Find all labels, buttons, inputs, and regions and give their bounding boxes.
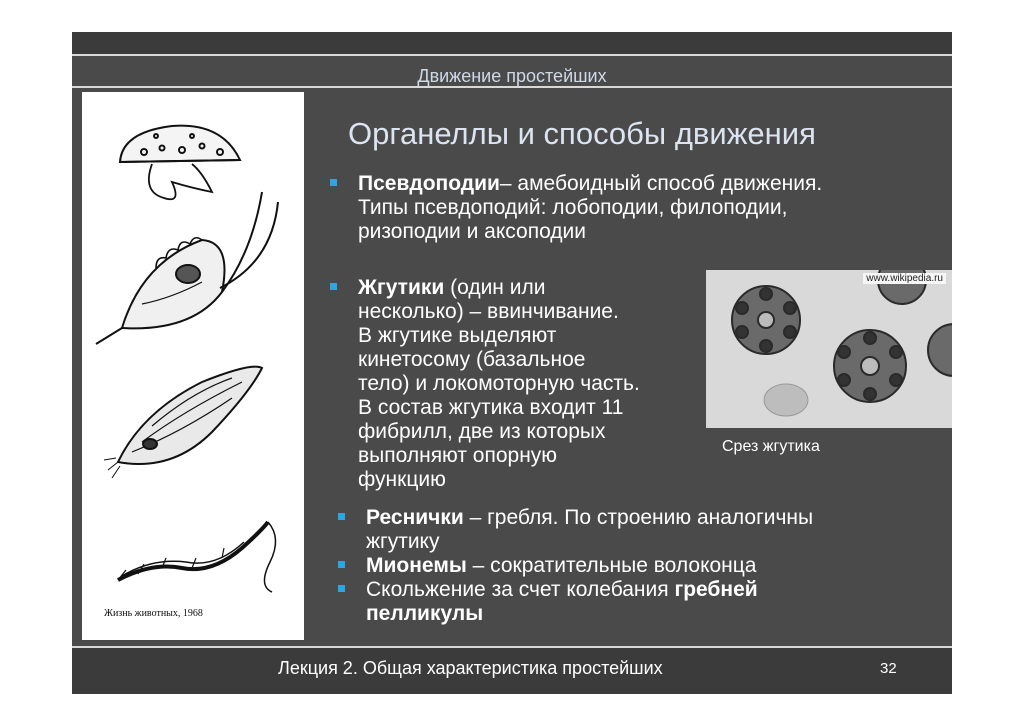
- bullet-myonemes: Мионемы – сократительные волоконца: [338, 554, 918, 578]
- bullet-term: Реснички: [366, 506, 464, 529]
- ciliate-drawing: [104, 367, 262, 478]
- trypanosome-drawing: [118, 522, 276, 592]
- bullet-term: Жгутики: [358, 276, 445, 299]
- flagellum-cross-section-photo: [706, 270, 952, 428]
- bullet-marker: [338, 561, 345, 568]
- flagellate-drawing: [96, 192, 278, 344]
- axoneme-center: [834, 330, 906, 402]
- bullet-marker: [338, 585, 345, 592]
- main-title: Органеллы и способы движения: [348, 116, 816, 151]
- image-credit: Жизнь животных, 1968: [104, 608, 203, 619]
- top-band: [72, 32, 952, 56]
- section-title: Движение простейших: [417, 66, 607, 86]
- bullet-flagella: Жгутики (один или несколько) – ввинчивание. В жгутике выделяют кинетосому (базальное тело) и локомоторную часть. В состав жгутика входит 11 фибрилл, две из которых выполняют опорную функцию: [330, 276, 710, 492]
- bullet-pseudopodia: Псевдоподии– амебоидный способ движения. Типы псевдоподий: лобоподии, филоподии, ризоподии и аксоподии: [330, 172, 890, 244]
- bullet-term: Мионемы: [366, 554, 467, 577]
- bullet-gliding: Скольжение за счет колебания гребней пелликулы: [338, 578, 918, 626]
- slide: [72, 32, 952, 692]
- bullet-marker: [330, 283, 337, 290]
- bullet-marker: [330, 179, 337, 186]
- amoeba-drawing: [120, 126, 240, 200]
- photo-caption: Срез жгутика: [722, 438, 820, 455]
- bullet-marker: [338, 513, 345, 520]
- bullet-term: Псевдоподии: [358, 172, 500, 195]
- photo-watermark: www.wikipedia.ru: [863, 273, 946, 284]
- axoneme-left: [732, 286, 800, 354]
- bullet-term: гребней: [674, 578, 758, 601]
- bullet-term-continued: пелликулы: [366, 602, 484, 625]
- page-number: 32: [880, 660, 897, 677]
- illustration-panel: [82, 92, 304, 640]
- bullet-cilia: Реснички – гребля. По строению аналогичны жгутику: [338, 506, 918, 554]
- protozoa-illustrations: [82, 92, 304, 640]
- title-divider: [72, 86, 952, 88]
- footer-lecture-title: Лекция 2. Общая характеристика простейших: [278, 658, 663, 678]
- micrograph-image: [706, 270, 952, 428]
